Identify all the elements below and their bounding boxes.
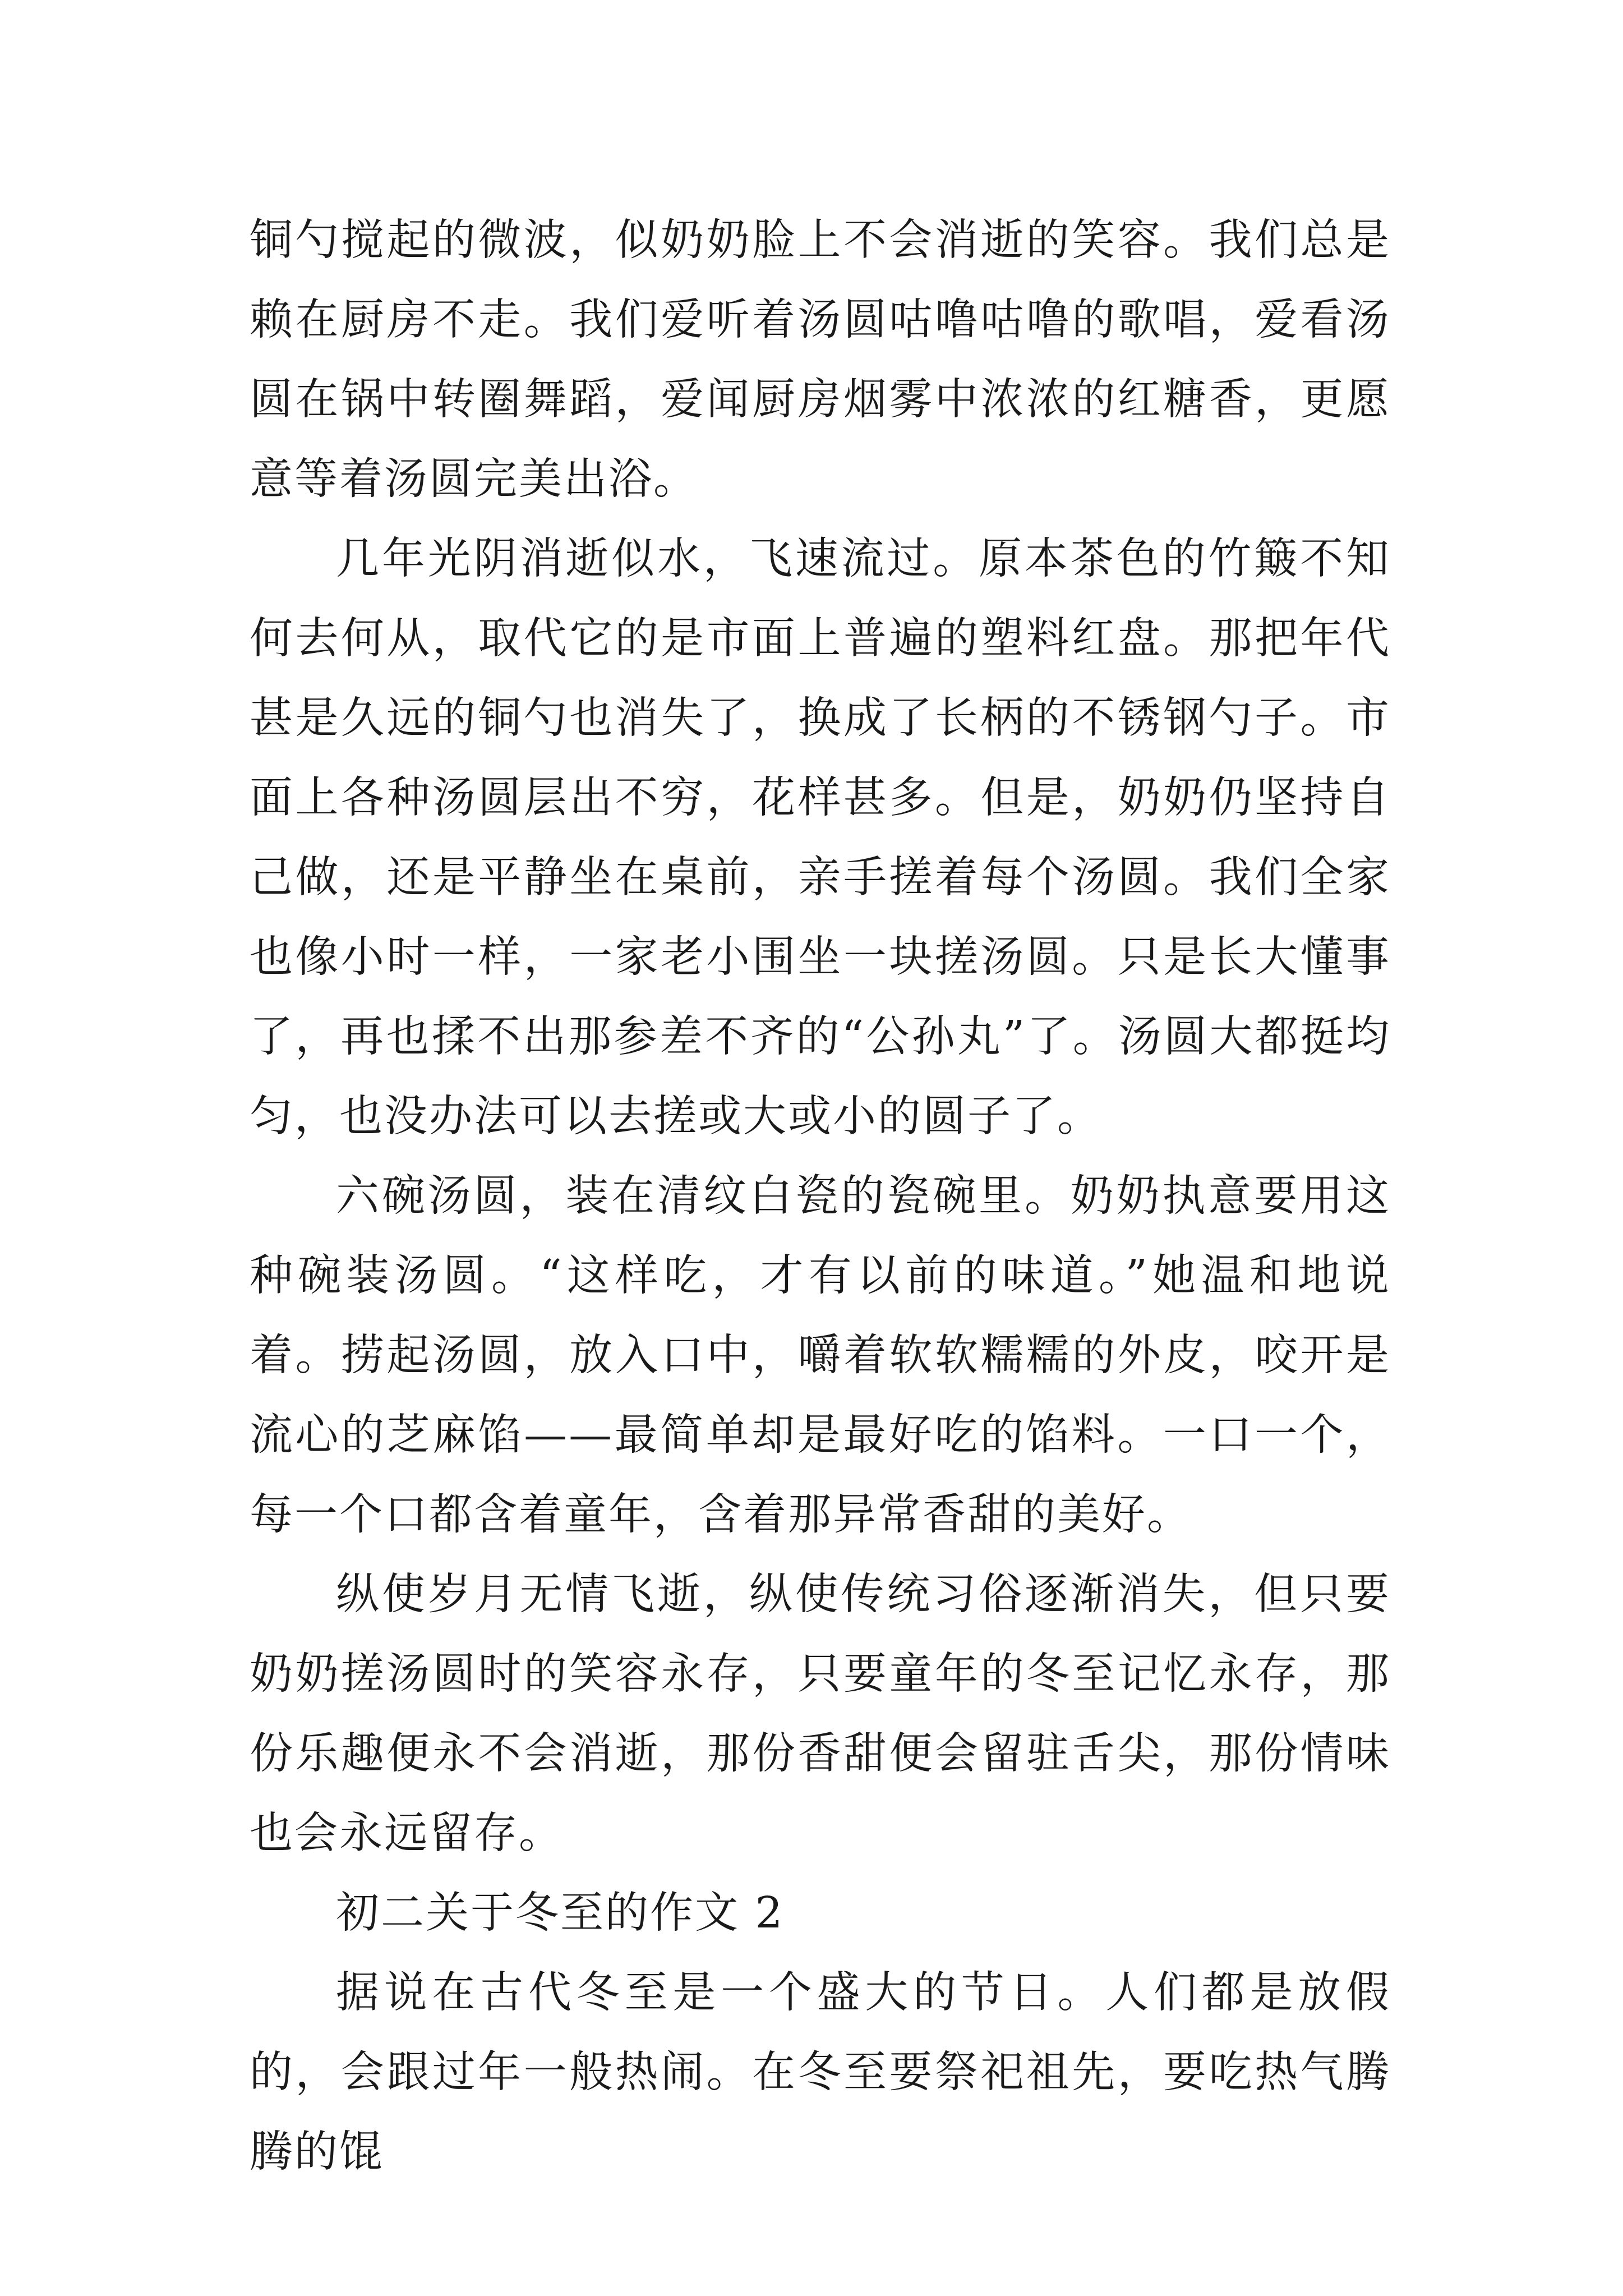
section-heading: 初二关于冬至的作文 2 <box>336 1888 785 1938</box>
paragraph: 六碗汤圆，装在清纹白瓷的瓷碗里。奶奶执意要用这种碗装汤圆。“这样吃，才有以前的味道。”她温和地说着。捞起汤圆，放入口中，嚼着软软糯糯的外皮，咬开是流心的芝麻馅——最简单却是最好吃的馅料。一口一个，每一个口都含着童年，含着那异常香甜的美好。 <box>250 1171 1391 1540</box>
paragraph: 据说在古代冬至是一个盛大的节日。人们都是放假的，会跟过年一般热闹。在冬至要祭祀祖先，要吃热气腾腾的馄 <box>250 1968 1391 2177</box>
document-body <box>250 201 1391 2192</box>
paragraph: 纵使岁月无情飞逝，纵使传统习俗逐渐消失，但只要奶奶搓汤圆时的笑容永存，只要童年的冬至记忆永存，那份乐趣便永不会消逝，那份香甜便会留驻舌尖，那份情味也会永远留存。 <box>250 1570 1391 1858</box>
paragraph: 几年光阴消逝似水，飞速流过。原本茶色的竹簸不知何去何从，取代它的是市面上普遍的塑料红盘。那把年代甚是久远的铜勺也消失了，换成了长柄的不锈钢勺子。市面上各种汤圆层出不穷，花样甚多。但是，奶奶仍坚持自己做，还是平静坐在桌前，亲手搓着每个汤圆。我们全家也像小时一样，一家老小围坐一块搓汤圆。只是长大懂事了，再也揉不出那参差不齐的“公孙丸”了。汤圆大都挺均匀，也没办法可以去搓或大或小的圆子了。 <box>250 534 1391 1142</box>
paragraph-continuation: 铜勺搅起的微波，似奶奶脸上不会消逝的笑容。我们总是赖在厨房不走。我们爱听着汤圆咕噜咕噜的歌唱，爱看汤圆在锅中转圈舞蹈，爱闻厨房烟雾中浓浓的红糖香，更愿意等着汤圆完美出浴。 <box>250 215 1391 504</box>
